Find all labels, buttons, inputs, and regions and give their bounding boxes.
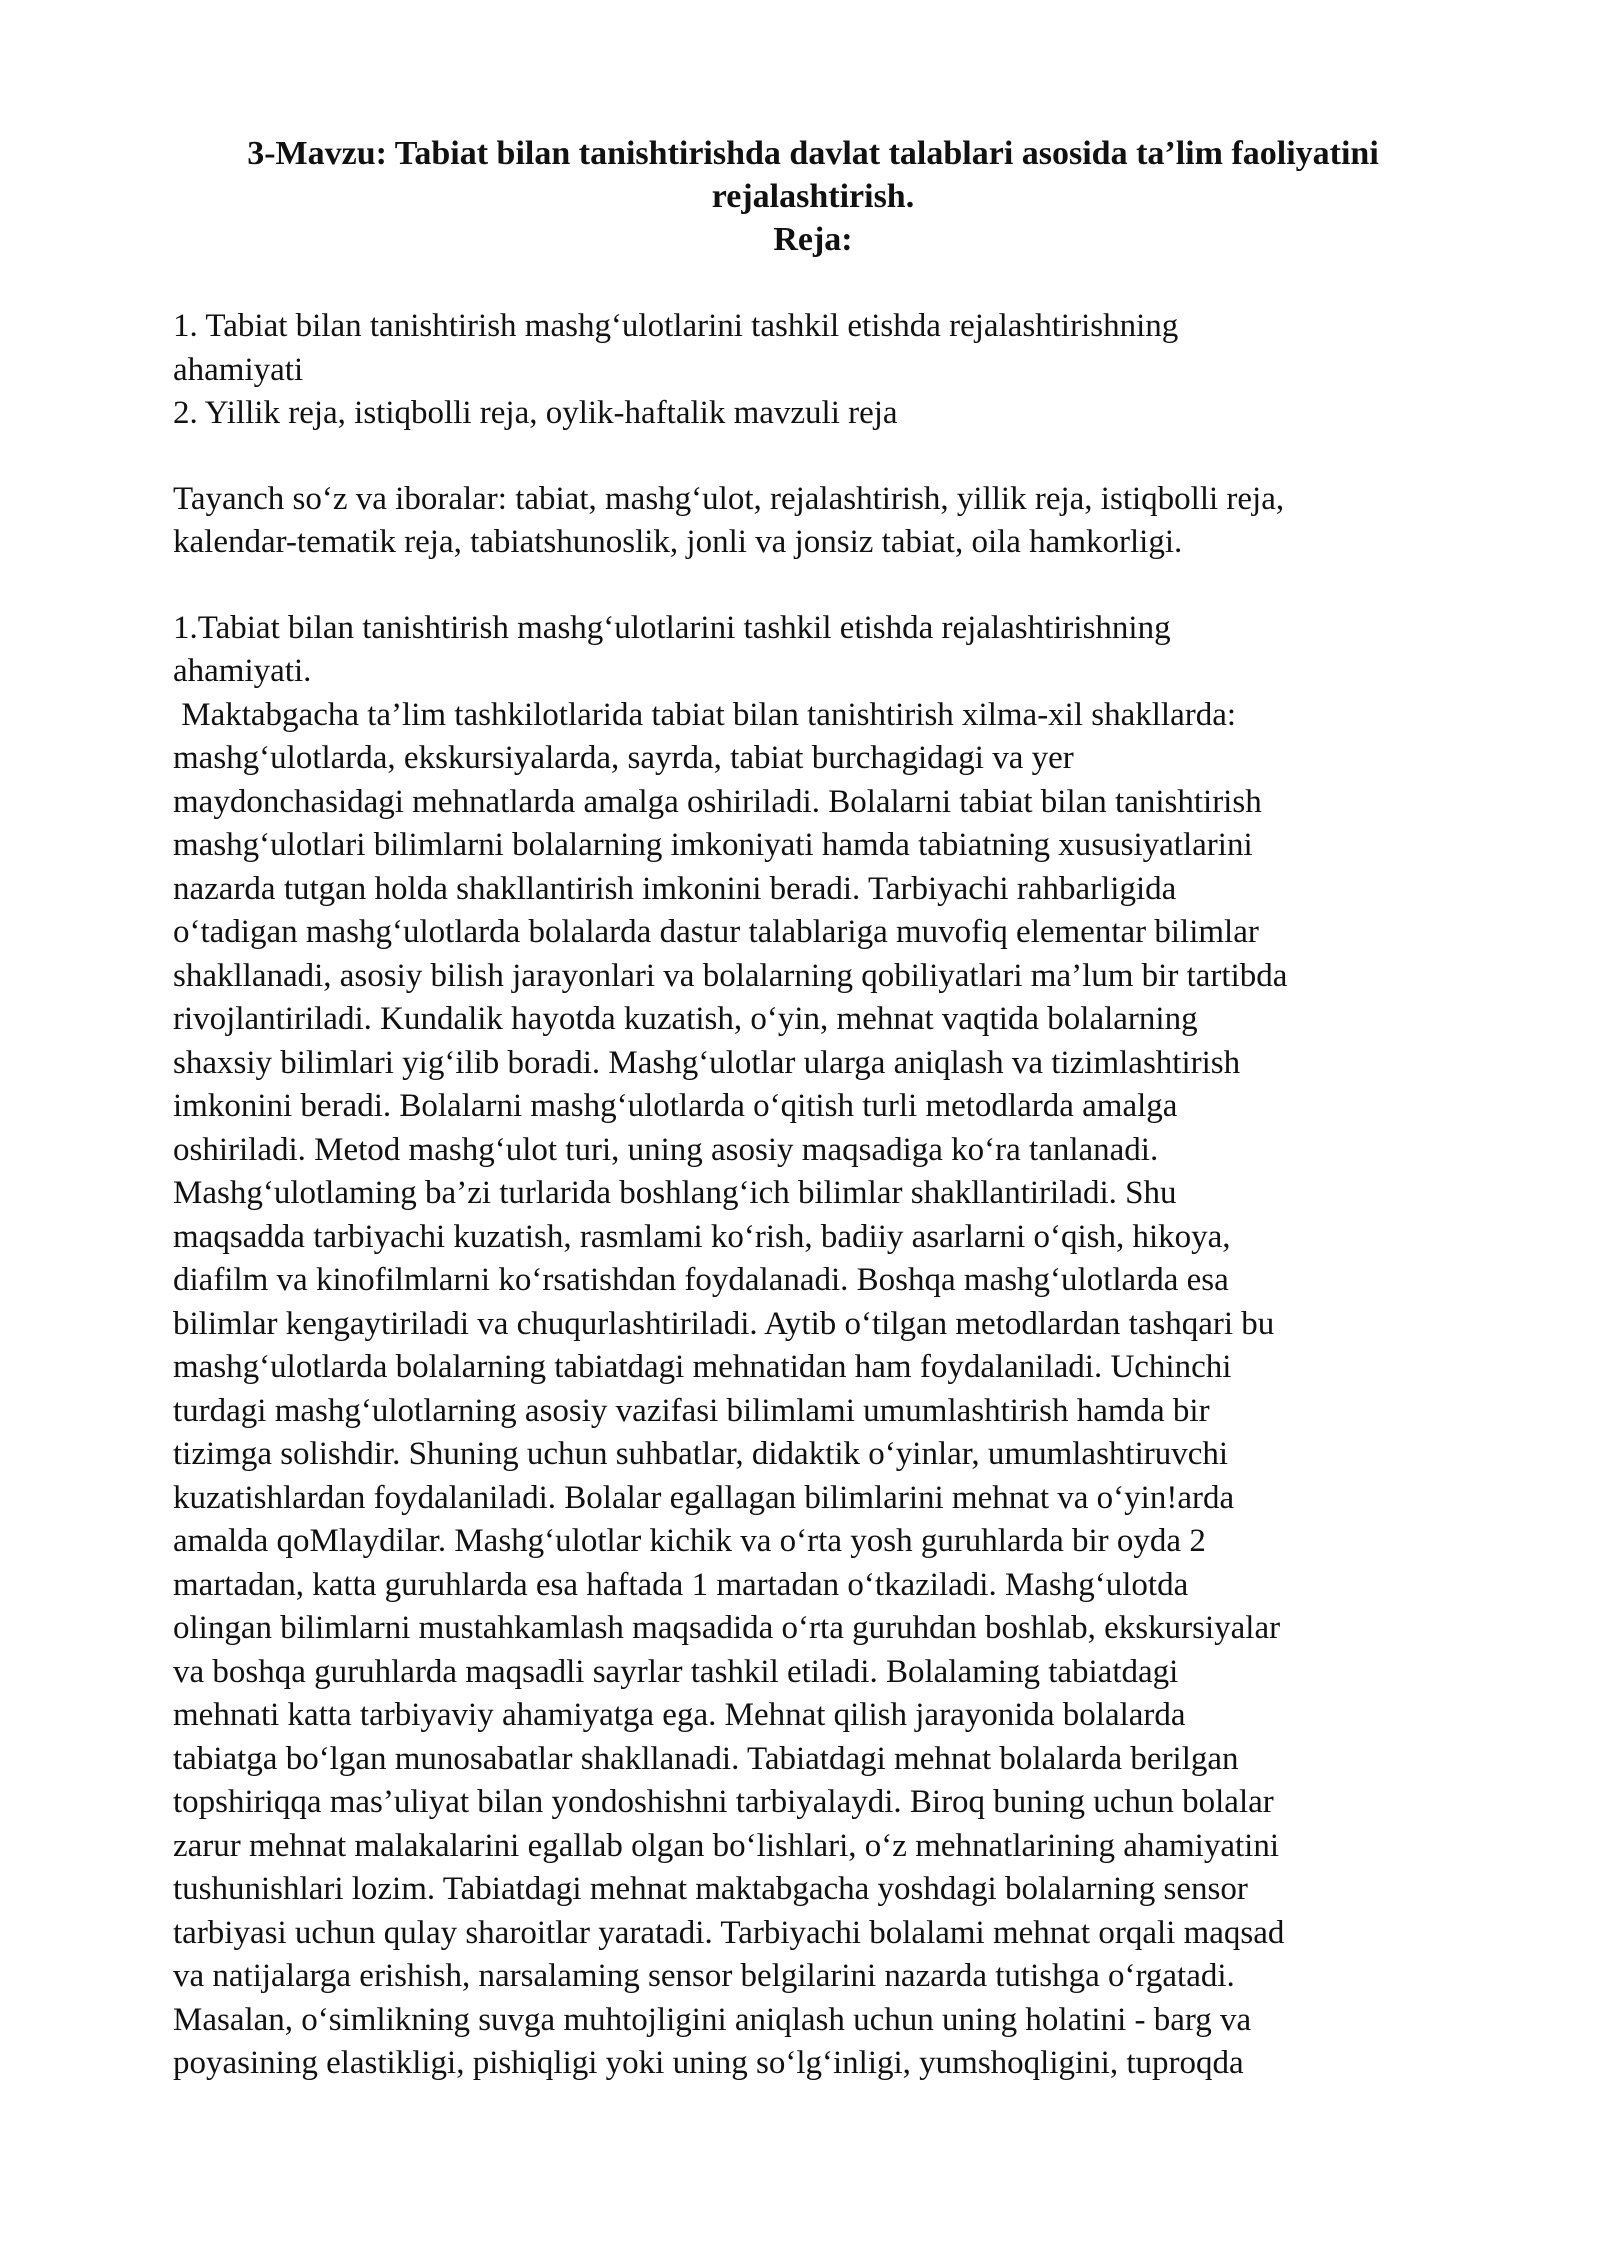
body-line: kuzatishlardan foydalaniladi. Bolalar egallagan bilimlarini mehnat va o‘yin!arda	[173, 1479, 1235, 1516]
body-line: rivojlantiriladi. Kundalik hayotda kuzatish, o‘yin, mehnat vaqtida bolalarning	[173, 1001, 1198, 1037]
body-line: martadan, katta guruhlarda esa haftada 1 martadan o‘tkaziladi. Mashg‘ulotda	[173, 1566, 1189, 1603]
body-line: va natijalarga erishish, narsalaming sensor belgilarini nazarda tutishga o‘rgatadi.	[173, 1958, 1235, 1994]
body-line: nazarda tutgan holda shakllantirish imkonini beradi. Tarbiyachi rahbarligida	[173, 870, 1177, 907]
body-line: imkonini beradi. Bolalarni mashg‘ulotlarda o‘qitish turli metodlarda amalga	[173, 1088, 1178, 1124]
section-heading-line: 1.Tabiat bilan tanishtirish mashg‘ulotlarini tashkil etishda rejalashtirishning	[173, 609, 1171, 646]
document-content	[173, 132, 1453, 2086]
keywords-line: Tayanch so‘z va iboralar: tabiat, mashg‘ulot, rejalashtirish, yillik reja, istiqbolli reja,	[173, 480, 1285, 517]
body-line: mashg‘ulotlari bilimlarni bolalarning imkoniyati hamda tabiatning xususiyatlarini	[173, 827, 1253, 863]
body-line: maydonchasidagi mehnatlarda amalga oshiriladi. Bolalarni tabiat bilan tanishtirish	[173, 783, 1262, 820]
keywords-paragraph	[173, 478, 1453, 565]
body-line: Maktabgacha ta’lim tashkilotlarida tabiat bilan tanishtirish xilma-xil shakllarda:	[173, 696, 1237, 733]
section-heading	[173, 607, 1453, 694]
plan-item: ahamiyati	[173, 351, 304, 388]
body-line: tizimga solishdir. Shuning uchun suhbatlar, didaktik o‘yinlar, umumlashtiruvchi	[173, 1436, 1229, 1472]
body-line: oshiriladi. Metod mashg‘ulot turi, uning asosiy maqsadiga ko‘ra tanlanadi.	[173, 1131, 1159, 1168]
body-line: tushunishlari lozim. Tabiatdagi mehnat maktabgacha yoshdagi bolalarning sensor	[173, 1871, 1248, 1907]
body-line: zarur mehnat malakalarini egallab olgan bo‘lishlari, o‘z mehnatlarining ahamiyatini	[173, 1827, 1279, 1864]
body-line: turdagi mashg‘ulotlarning asosiy vazifasi bilimlami umumlashtirish hamda bir	[173, 1392, 1210, 1429]
body-line: shakllanadi, asosiy bilish jarayonlari va bolalarning qobiliyatlari ma’lum bir tartibda	[173, 957, 1288, 994]
body-line: maqsadda tarbiyachi kuzatish, rasmlami ko‘rish, badiiy asarlarni o‘qish, hikoya,	[173, 1218, 1231, 1255]
body-line: Masalan, o‘simlikning suvga muhtojligini aniqlash uchun uning holatini - barg va	[173, 2001, 1252, 2038]
plan-item: 1. Tabiat bilan tanishtirish mashg‘ulotlarini tashkil etishda rejalashtirishning	[173, 308, 1179, 344]
section-heading-line: ahamiyati.	[173, 653, 312, 689]
body-line: bilimlar kengaytiriladi va chuqurlashtiriladi. Aytib o‘tilgan metodlardan tashqari bu	[173, 1305, 1275, 1342]
body-line: topshiriqqa mas’uliyat bilan yondoshishni tarbiyalaydi. Biroq buning uchun bolalar	[173, 1784, 1274, 1820]
plan-list	[173, 305, 1453, 436]
body-line: poyasining elastikligi, pishiqligi yoki uning so‘lg‘inligi, yumshoqligini, tuproqda	[173, 2045, 1244, 2081]
body-line: va boshqa guruhlarda maqsadli sayrlar tashkil etiladi. Bolalaming tabiatdagi	[173, 1653, 1179, 1690]
document-title	[173, 132, 1453, 218]
body-line: o‘tadigan mashg‘ulotlarda bolalarda dastur talablariga muvofiq elementar bilimlar	[173, 914, 1259, 950]
keywords-line: kalendar-tematik reja, tabiatshunoslik, jonli va jonsiz tabiat, oila hamkorligi.	[173, 524, 1183, 560]
body-line: amalda qoMlaydilar. Mashg‘ulotlar kichik va o‘rta yosh guruhlarda bir oyda 2	[173, 1523, 1206, 1559]
body-line: shaxsiy bilimlari yig‘ilib boradi. Mashg‘ulotlar ularga aniqlash va tizimlashtirish	[173, 1044, 1241, 1081]
body-line: olingan bilimlarni mustahkamlash maqsadida o‘rta guruhdan boshlab, ekskursiyalar	[173, 1610, 1281, 1646]
plan-item: 2. Yillik reja, istiqbolli reja, oylik-haftalik mavzuli reja	[173, 395, 898, 431]
title-line: 3-Mavzu: Tabiat bilan tanishtirishda davlat talablari asosida ta’lim faoliyatini	[247, 135, 1379, 172]
plan-heading: Reja:	[773, 221, 853, 258]
body-line: tarbiyasi uchun qulay sharoitlar yaratadi. Tarbiyachi bolalami mehnat orqali maqsad	[173, 1914, 1285, 1951]
body-line: mashg‘ulotlarda bolalarning tabiatdagi mehnatidan ham foydalaniladi. Uchinchi	[173, 1349, 1232, 1385]
body-line: mashg‘ulotlarda, ekskursiyalarda, sayrda, tabiat burchagidagi va yer	[173, 740, 1074, 776]
body-line: mehnati katta tarbiyaviy ahamiyatga ega. Mehnat qilish jarayonida bolalarda	[173, 1697, 1186, 1733]
body-line: tabiatga bo‘lgan munosabatlar shakllanadi. Tabiatdagi mehnat bolalarda berilgan	[173, 1740, 1239, 1777]
body-line: diafilm va kinofilmlarni ko‘rsatishdan foydalanadi. Boshqa mashg‘ulotlarda esa	[173, 1262, 1229, 1298]
body-line: Mashg‘ulotlaming ba’zi turlarida boshlang‘ich bilimlar shakllantiriladi. Shu	[173, 1175, 1177, 1211]
body-paragraph	[173, 694, 1453, 2086]
title-line: rejalashtirish.	[711, 178, 915, 215]
